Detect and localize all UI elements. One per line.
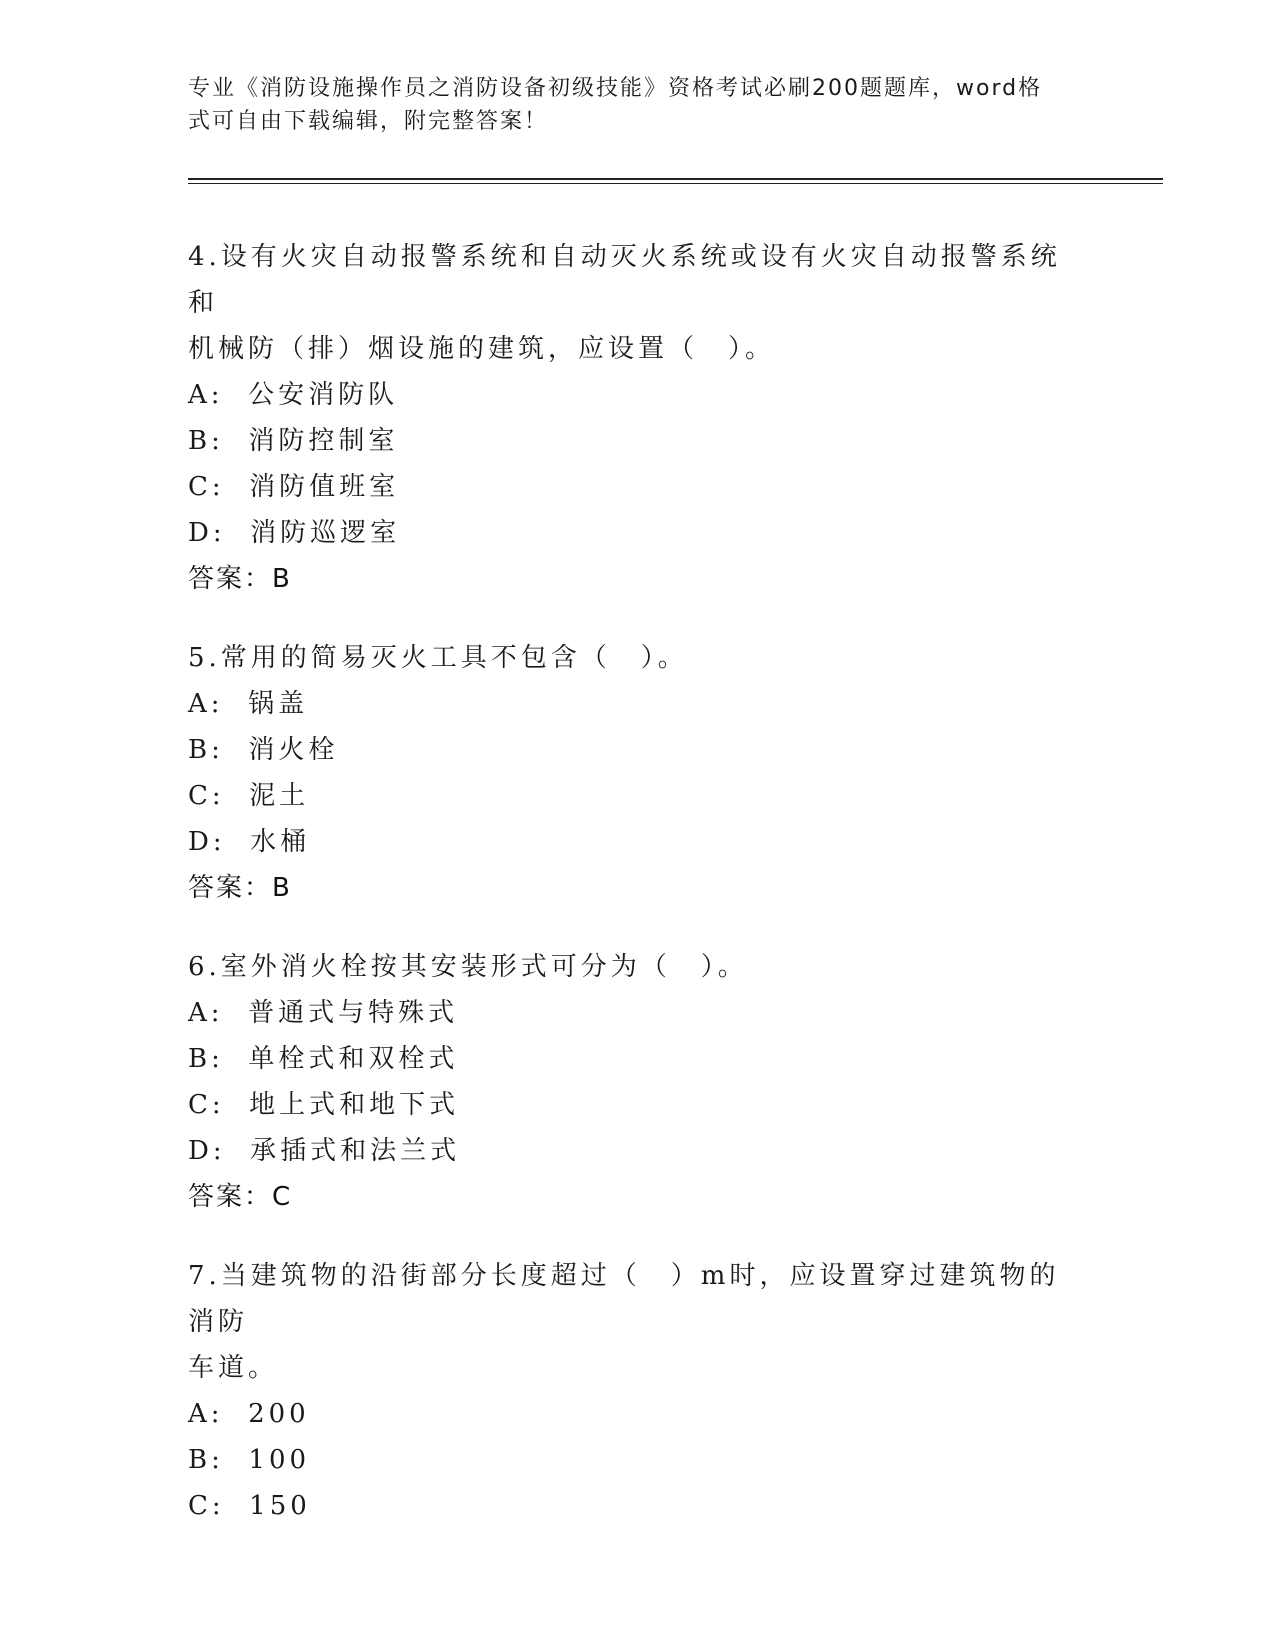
- question-stem: 6.室外消火栓按其安装形式可分为（ ）。: [188, 952, 748, 982]
- option-b: B: 消火栓: [188, 735, 339, 765]
- option-a: A: 公安消防队: [188, 380, 399, 410]
- question-5: [188, 635, 1088, 911]
- header-divider-thin: [188, 183, 1163, 184]
- option-b: B: 100: [188, 1445, 311, 1475]
- question-4: [188, 234, 1088, 602]
- option-c: C: 150: [188, 1491, 311, 1521]
- option-d: D: 承插式和法兰式: [188, 1136, 461, 1166]
- header-intro-line-1: 专业《消防设施操作员之消防设备初级技能》资格考试必刷200题题库，word格: [188, 76, 1043, 101]
- question-stem: 7.当建筑物的沿街部分长度超过（ ）m时，应设置穿过建筑物的消防: [188, 1261, 1060, 1337]
- question-stem: 5.常用的简易灭火工具不包含（ ）。: [188, 643, 688, 673]
- option-b: B: 消防控制室: [188, 426, 399, 456]
- option-a: A: 200: [188, 1399, 310, 1429]
- answer-line: 答案：B: [188, 564, 292, 594]
- answer-line: 答案：C: [188, 1182, 293, 1212]
- question-stem-continued: 机械防（排）烟设施的建筑，应设置（ ）。: [188, 334, 776, 364]
- option-a: A: 锅盖: [188, 689, 309, 719]
- question-6: [188, 944, 1088, 1220]
- answer-line: 答案：B: [188, 873, 292, 903]
- option-c: C: 消防值班室: [188, 472, 400, 502]
- header-divider-thick: [188, 178, 1163, 180]
- option-b: B: 单栓式和双栓式: [188, 1044, 459, 1074]
- question-list: [188, 234, 1088, 1562]
- option-d: D: 消防巡逻室: [188, 518, 401, 548]
- option-d: D: 水桶: [188, 827, 311, 857]
- header-intro-line-2: 式可自由下载编辑，附完整答案！: [188, 109, 549, 134]
- option-a: A: 普通式与特殊式: [188, 998, 459, 1028]
- question-stem: 4.设有火灾自动报警系统和自动灭火系统或设有火灾自动报警系统和: [188, 242, 1061, 318]
- question-7: [188, 1253, 1088, 1529]
- option-c: C: 地上式和地下式: [188, 1090, 460, 1120]
- option-c: C: 泥土: [188, 781, 310, 811]
- question-stem-continued: 车道。: [188, 1353, 279, 1383]
- document-header: [188, 72, 1078, 138]
